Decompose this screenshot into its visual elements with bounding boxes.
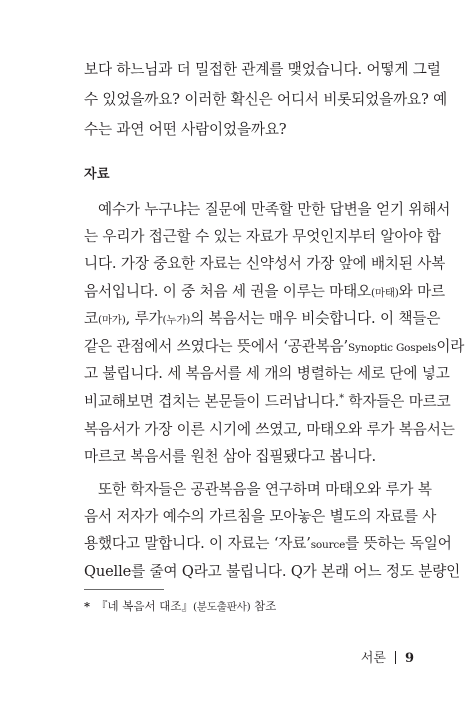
body-line: 복음서가 가장 이른 시기에 쓰였고, 마태오와 루가 복음서는 [84, 421, 455, 438]
text-run: 비교해보면 겹치는 본문들이 드러납니다. [84, 393, 340, 410]
text-run: 용했다고 말합니다. 이 자료는 ‘자료’ [84, 535, 311, 552]
body-line: 보다 하느님과 더 밀접한 관계를 맺었습니다. 어떻게 그럴 [84, 61, 441, 78]
body-line: 예수가 누구냐는 질문에 만족할 만한 답변을 얻기 위해서 [98, 201, 451, 218]
text-run: 코 [84, 310, 98, 327]
gloss-text: source [310, 539, 346, 551]
footnote-book-title: 『네 복음서 대조』 [96, 599, 193, 613]
body-line: 마르코 복음서를 원천 삼아 집필됐다고 봅니다. [84, 448, 376, 465]
footnote-publisher: (분도출판사) [192, 601, 251, 613]
text-run: 음서입니다. 이 중 처음 세 권을 이루는 마태오 [84, 283, 371, 300]
body-line: 는 우리가 접근할 수 있는 자료가 무엇인지부터 알아야 합 [84, 228, 441, 245]
body-line: 수 있었을까요? 이러한 확신은 어디서 비롯되었을까요? 예 [84, 91, 448, 108]
body-line: 음서 저자가 예수의 가르침을 모아놓은 별도의 자료를 사 [84, 508, 437, 525]
footnote-marker: * [84, 599, 91, 613]
running-section-title: 서론 [360, 651, 386, 666]
footnote-text: 참조 [250, 599, 277, 613]
body-line [84, 534, 452, 555]
body-line: 수는 과연 어떤 사람이었을까요? [84, 121, 287, 138]
text-run: 와 마르 [398, 283, 446, 300]
page-number: 9 [404, 651, 414, 666]
body-line: 니다. 가장 중요한 자료는 신약성서 가장 앞에 배치된 사복 [84, 255, 446, 272]
text-run: 이라 [436, 338, 465, 355]
gloss-text: (마가) [97, 314, 126, 326]
text-run: 학자들은 마르코 [343, 393, 451, 410]
gloss-text: Synoptic Gospels [348, 342, 437, 354]
body-line: 또한 학자들은 공관복음을 연구하며 마태오와 루가 복 [98, 481, 432, 498]
body-line [84, 392, 451, 412]
footnote-divider [84, 589, 164, 590]
body-line: 고 불립니다. 세 복음서를 세 개의 병렬하는 세로 단에 넣고 [84, 365, 450, 382]
text-run: , 루가 [125, 310, 163, 327]
text-run: 를 뜻하는 독일어 [345, 535, 452, 552]
footer-separator [395, 651, 396, 664]
text-run: 의 복음서는 매우 비슷합니다. 이 책들은 [190, 310, 441, 327]
gloss-text: (누가) [162, 314, 191, 326]
gloss-text: (마태) [370, 287, 399, 299]
section-heading: 자료 [84, 167, 111, 182]
footnote-reference: * [339, 393, 344, 404]
page-footer [361, 649, 414, 669]
body-line: Quelle를 줄여 Q라고 불립니다. Q가 본래 어느 정도 분량인 [84, 563, 461, 580]
footnote [84, 598, 276, 615]
text-run: 같은 관점에서 쓰였다는 뜻에서 ‘공관복음’ [84, 338, 349, 355]
body-line [84, 282, 446, 303]
body-line [84, 337, 465, 358]
body-line [84, 309, 441, 330]
